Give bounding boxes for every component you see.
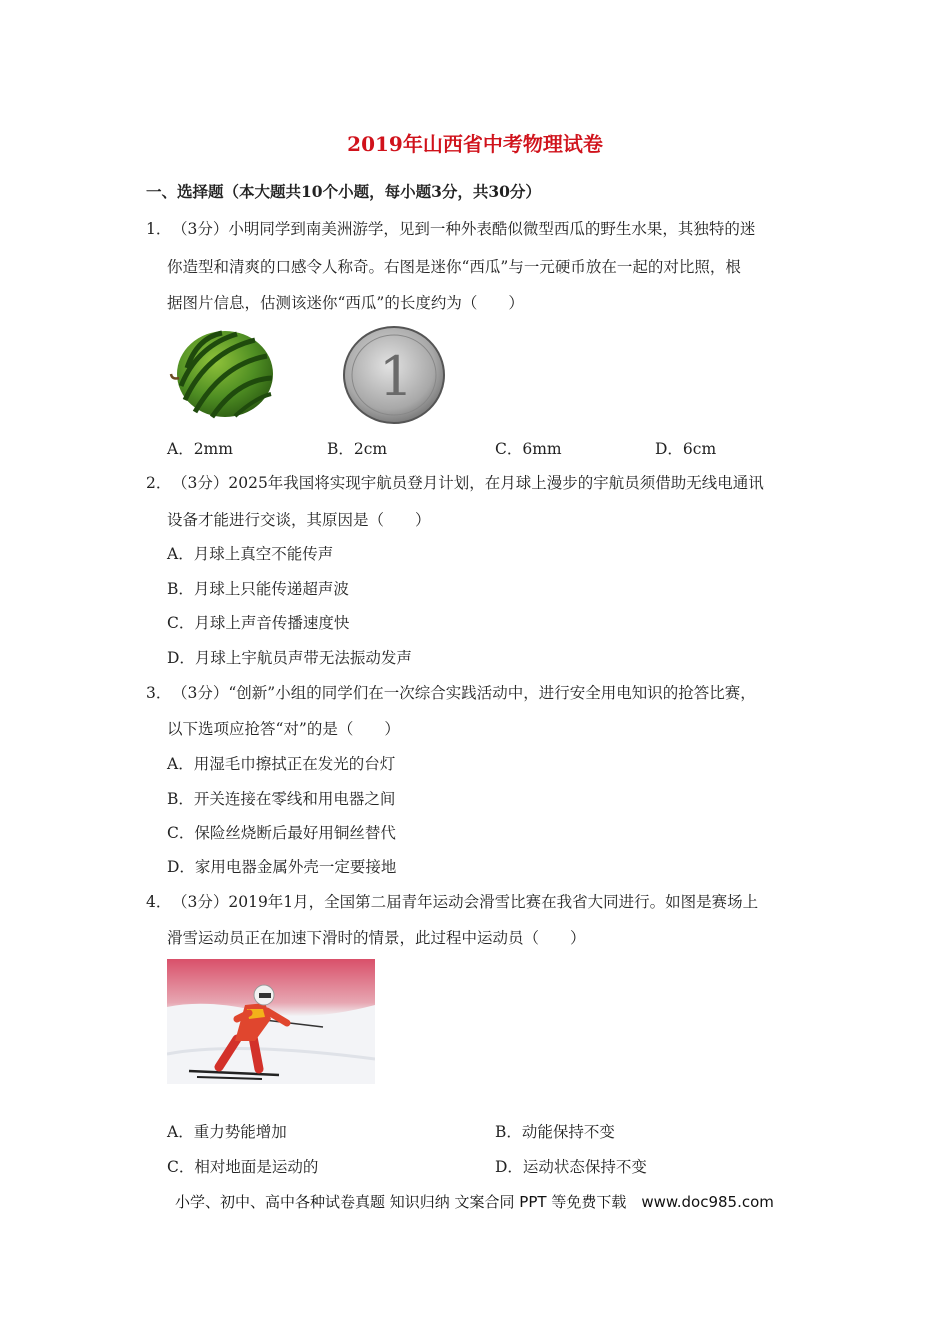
watermelon-image xyxy=(167,328,277,420)
section-heading: 一、选择题（本大题共10个小题，每小题3分，共30分） xyxy=(146,182,541,201)
q2-option-d[interactable]: D．月球上宇航员声带无法振动发声 xyxy=(167,649,412,667)
question-2-line-1: （3分）2025年我国将实现宇航员登月计划，在月球上漫步的宇航员须借助无线电通讯 xyxy=(172,474,764,492)
question-1-line-2: 你造型和清爽的口感令人称奇。右图是迷你“西瓜”与一元硬币放在一起的对比照，根 xyxy=(167,258,741,276)
q3-option-c[interactable]: C．保险丝烧断后最好用铜丝替代 xyxy=(167,824,396,842)
question-2-number: 2． xyxy=(146,474,172,492)
footer-text: 小学、初中、高中各种试卷真题 知识归纳 文案合同 PPT 等免费下载 www.doc985.com xyxy=(175,1193,774,1211)
question-1-line-1: （3分）小明同学到南美洲游学，见到一种外表酷似微型西瓜的野生水果，其独特的迷 xyxy=(172,220,756,238)
question-4-line-1: （3分）2019年1月，全国第二届青年运动会滑雪比赛在我省大同进行。如图是赛场上 xyxy=(172,893,759,911)
question-1-number: 1． xyxy=(146,220,172,238)
question-2-line-2: 设备才能进行交谈，其原因是（ ） xyxy=(167,511,431,529)
q4-option-c[interactable]: C．相对地面是运动的 xyxy=(167,1158,319,1176)
question-3-number: 3． xyxy=(146,684,172,702)
question-4-number: 4． xyxy=(146,893,172,911)
q4-option-d[interactable]: D．运动状态保持不变 xyxy=(495,1158,647,1176)
question-3-line-2: 以下选项应抢答“对”的是（ ） xyxy=(167,720,400,738)
question-1-line-3: 据图片信息，估测该迷你“西瓜”的长度约为（ ） xyxy=(167,294,524,312)
q2-option-a[interactable]: A．月球上真空不能传声 xyxy=(167,545,334,563)
q3-option-b[interactable]: B．开关连接在零线和用电器之间 xyxy=(167,790,396,808)
q1-option-d[interactable]: D．6cm xyxy=(655,440,717,458)
page-title: 2019年山西省中考物理试卷 xyxy=(347,132,603,156)
q4-option-a[interactable]: A．重力势能增加 xyxy=(167,1123,287,1141)
question-4-line-2: 滑雪运动员正在加速下滑时的情景，此过程中运动员（ ） xyxy=(167,929,586,947)
q4-option-b[interactable]: B．动能保持不变 xyxy=(495,1123,615,1141)
q3-option-d[interactable]: D．家用电器金属外壳一定要接地 xyxy=(167,858,397,876)
q2-option-c[interactable]: C．月球上声音传播速度快 xyxy=(167,614,350,632)
q1-option-a[interactable]: A．2mm xyxy=(167,440,233,458)
skier-image xyxy=(167,959,375,1084)
q1-option-c[interactable]: C．6mm xyxy=(495,440,562,458)
q1-option-b[interactable]: B．2cm xyxy=(327,440,388,458)
q3-option-a[interactable]: A．用湿毛巾擦拭正在发光的台灯 xyxy=(167,755,396,773)
q2-option-b[interactable]: B．月球上只能传递超声波 xyxy=(167,580,349,598)
coin-numeral: 1 xyxy=(378,345,414,408)
coin-image xyxy=(340,325,448,425)
question-3-line-1: （3分）“创新”小组的同学们在一次综合实践活动中，进行安全用电知识的抢答比赛， xyxy=(172,684,756,702)
